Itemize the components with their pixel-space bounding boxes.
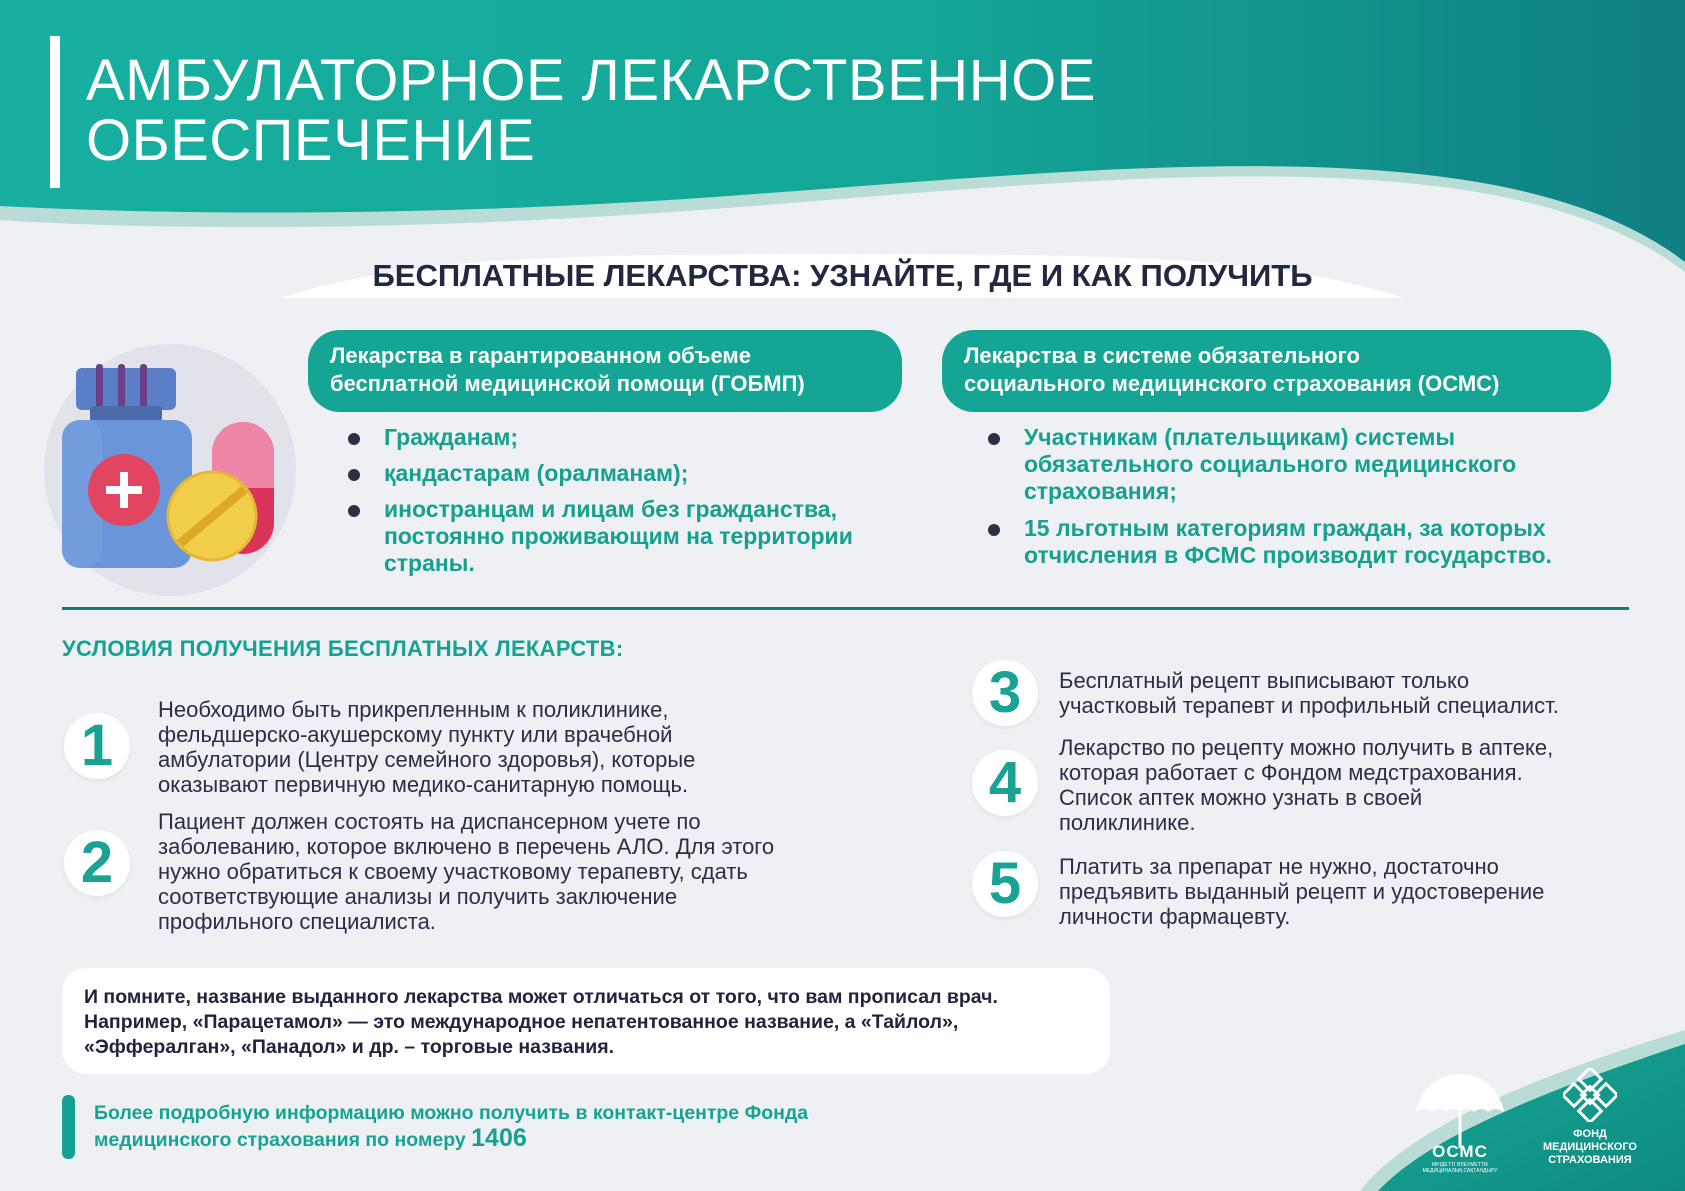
step-line: нужно обратиться к своему участковому терапевту, сдать xyxy=(158,859,748,884)
step-number-2: 2 xyxy=(64,830,130,896)
step-number-5: 5 xyxy=(972,851,1038,917)
step-line: Пациент должен состоять на диспансерном учете по xyxy=(158,809,701,834)
step-text-4 xyxy=(1059,735,1553,835)
bullet-dot xyxy=(348,469,360,481)
step-line: оказывают первичную медико-санитарную помощь. xyxy=(158,772,689,797)
list-item-text: обязательного социального медицинского xyxy=(1024,451,1517,477)
bullet-dot xyxy=(348,433,360,445)
reminder-note xyxy=(62,968,1110,1074)
bullet-dot xyxy=(988,433,1000,445)
page-title-line1: АМБУЛАТОРНОЕ ЛЕКАРСТВЕННОЕ xyxy=(86,48,1096,113)
list-item-text: Гражданам; xyxy=(384,424,519,450)
step-line: Платить за препарат не нужно, достаточно xyxy=(1059,854,1499,879)
contact-line: Более подробную информацию можно получить в контакт-центре Фонда xyxy=(94,1102,809,1124)
title-accent-bar xyxy=(50,36,60,188)
step-number-4: 4 xyxy=(972,750,1038,816)
list-item xyxy=(988,515,1552,569)
step-line: поликлинике. xyxy=(1059,810,1196,835)
step-line: амбулатории (Центру семейного здоровья), которые xyxy=(158,747,696,772)
step-line: Лекарство по рецепту можно получить в аптеке, xyxy=(1059,735,1554,760)
list-item-text: отчисления в ФСМС производит государство. xyxy=(1024,542,1552,568)
fund-label-line: СТРАХОВАНИЯ xyxy=(1548,1154,1632,1166)
list-item xyxy=(348,424,853,451)
osms-title-line1: Лекарства в системе обязательного xyxy=(964,343,1360,368)
gobmp-header-pill xyxy=(308,330,902,412)
fund-label-line: МЕДИЦИНСКОГО xyxy=(1543,1141,1637,1153)
step-line: фельдшерско-акушерскому пункту или врачебной xyxy=(158,722,673,747)
step-line: соответствующие анализы и получить заключение xyxy=(158,884,678,909)
step-line: предъявить выданный рецепт и удостоверение xyxy=(1059,879,1545,904)
snowflake-emblem-icon xyxy=(1563,1068,1617,1122)
osms-logo-label: ОСМС xyxy=(1432,1142,1488,1161)
step-line: которая работает с Фондом медстрахования. xyxy=(1059,760,1523,785)
note-line: «Эффералган», «Панадол» и др. – торговые названия. xyxy=(84,1036,615,1058)
step-line: Необходимо быть прикрепленным к поликлинике, xyxy=(158,697,669,722)
step-line: профильного специалиста. xyxy=(158,909,436,934)
step-line: участковый терапевт и профильный специалист. xyxy=(1059,693,1559,718)
list-item xyxy=(988,424,1552,505)
gobmp-eligibility-list xyxy=(348,424,853,586)
step-text-1 xyxy=(158,697,695,797)
list-item-text: қандастарам (оралманам); xyxy=(384,460,689,486)
medicine-bottle-and-pills-icon xyxy=(40,340,300,600)
step-number-1: 1 xyxy=(64,713,130,779)
step-text-5 xyxy=(1059,854,1544,929)
gobmp-title-line1: Лекарства в гарантированном объеме xyxy=(330,343,751,368)
step-line: личности фармацевту. xyxy=(1059,904,1291,929)
osms-caption-line: МІНДЕТТІ ӘЛЕУМЕТТІК xyxy=(1431,1162,1489,1168)
step-line: Список аптек можно узнать в своей xyxy=(1059,785,1423,810)
fund-logo-label xyxy=(1535,1128,1645,1167)
list-item-text: страны. xyxy=(384,550,475,576)
step-line: Бесплатный рецепт выписывают только xyxy=(1059,668,1470,693)
step-text-2 xyxy=(158,809,774,934)
osms-title-line2: социального медицинского страхования (ОСМС) xyxy=(964,371,1500,396)
osms-eligibility-list xyxy=(988,424,1552,578)
note-line: И помните, название выданного лекарства может отличаться от того, что вам прописал врач. xyxy=(84,986,998,1008)
page-title-line2: ОБЕСПЕЧЕНИЕ xyxy=(86,108,536,173)
contact-phone-number: 1406 xyxy=(471,1124,527,1152)
contact-info xyxy=(94,1101,808,1153)
step-number-3: 3 xyxy=(972,660,1038,726)
list-item-text: Участникам (плательщикам) системы xyxy=(1024,424,1456,450)
section-subtitle: БЕСПЛАТНЫЕ ЛЕКАРСТВА: УЗНАЙТЕ, ГДЕ И КАК ПОЛУЧИТЬ xyxy=(372,258,1313,293)
list-item-text: 15 льготным категориям граждан, за которых xyxy=(1024,515,1546,541)
section-divider xyxy=(62,607,1629,610)
bullet-dot xyxy=(988,524,1000,536)
osms-caption-line: МЕДИЦИНАЛЫҚ САҚТАНДЫРУ xyxy=(1422,1168,1498,1174)
gobmp-title-line2: бесплатной медицинской помощи (ГОБМП) xyxy=(330,371,805,396)
bullet-dot xyxy=(348,505,360,517)
conditions-title: УСЛОВИЯ ПОЛУЧЕНИЯ БЕСПЛАТНЫХ ЛЕКАРСТВ: xyxy=(62,636,624,661)
step-line: заболеванию, которое включено в перечень АЛО. Для этого xyxy=(158,834,775,859)
footer-accent-bar xyxy=(62,1095,75,1159)
list-item-text: страхования; xyxy=(1024,478,1177,504)
note-line: Например, «Парацетамол» — это международное непатентованное название, а «Тайлол», xyxy=(84,1011,959,1033)
list-item xyxy=(348,460,853,487)
osms-logo-caption xyxy=(1410,1162,1510,1174)
contact-line: медицинского страхования по номеру xyxy=(94,1129,466,1151)
list-item-text: иностранцам и лицам без гражданства, xyxy=(384,496,837,522)
list-item xyxy=(348,496,853,577)
list-item-text: постоянно проживающим на территории xyxy=(384,523,853,549)
fund-label-line: ФОНД xyxy=(1573,1128,1607,1140)
step-text-3 xyxy=(1059,668,1559,718)
osms-header-pill xyxy=(942,330,1611,412)
